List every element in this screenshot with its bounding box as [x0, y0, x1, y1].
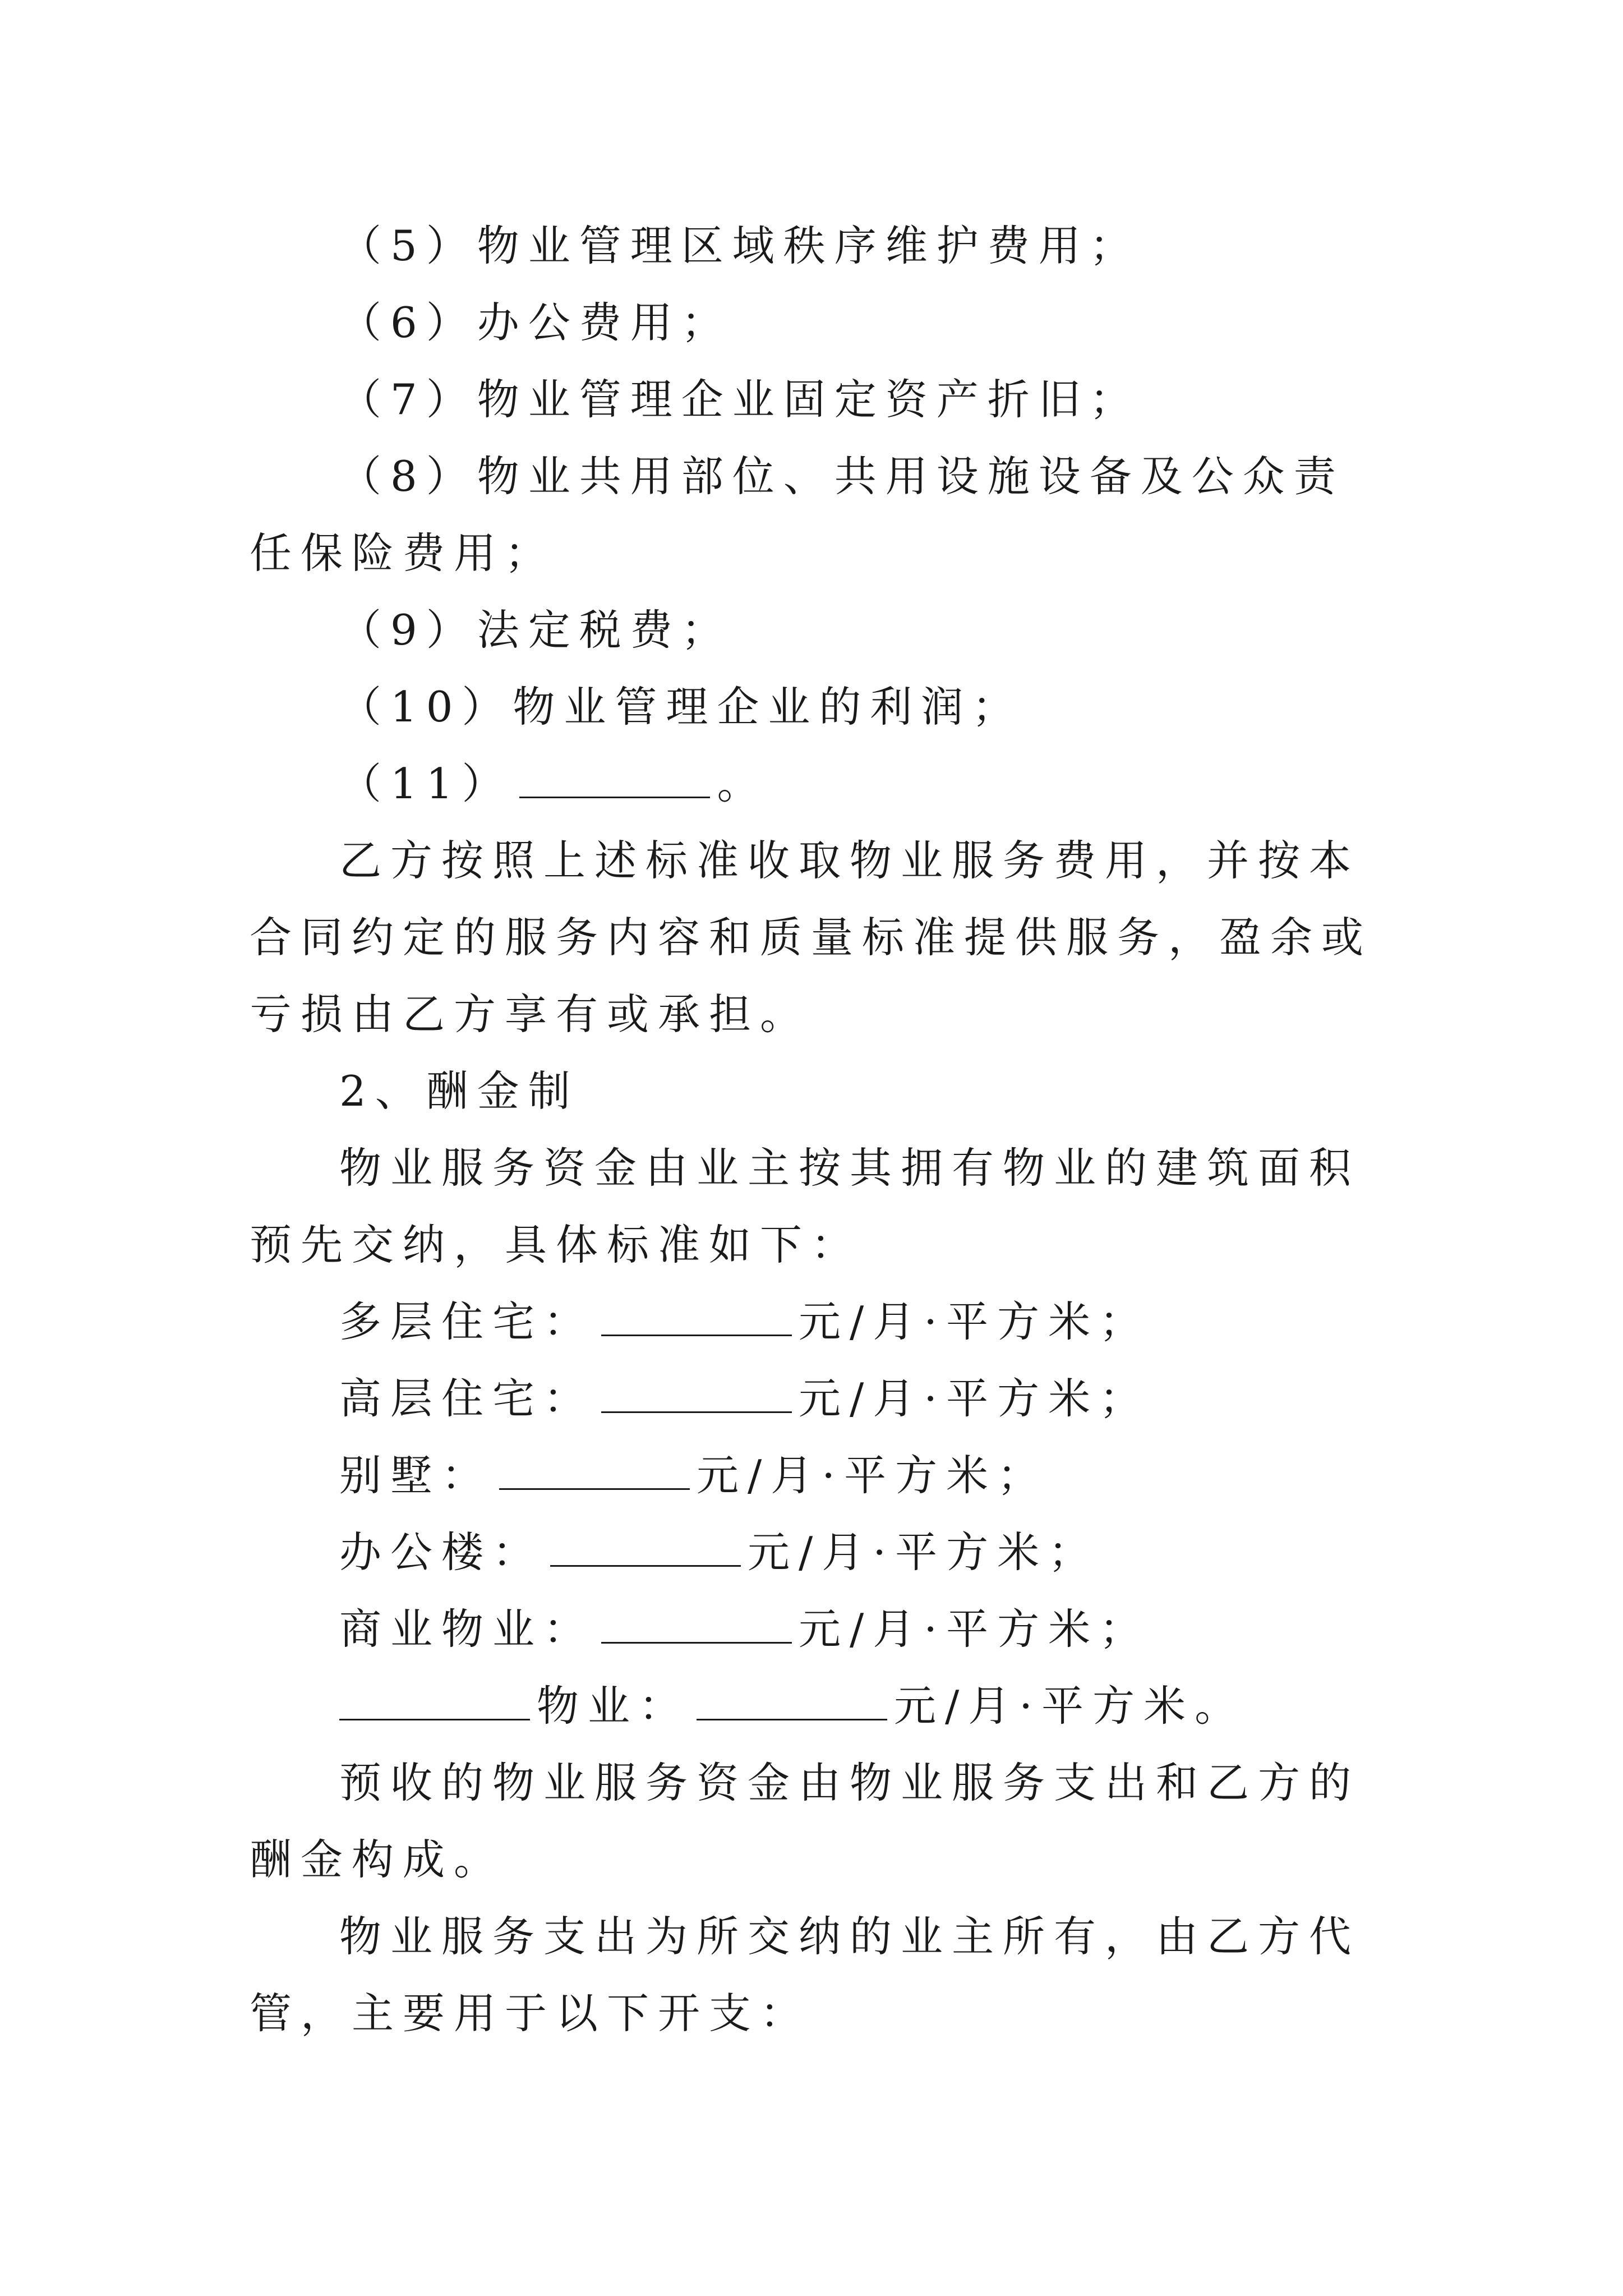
fee-rate-label: 别墅： — [339, 1451, 493, 1500]
document-body — [250, 208, 1388, 2052]
expenditure-paragraph: 物业服务支出为所交纳的业主所有，由乙方代管，主要用于以下开支： — [250, 1912, 1361, 2038]
list-item-9: （9）法定税费； — [339, 605, 732, 655]
fee-rate-line — [250, 1591, 1388, 1668]
advance-payment-paragraph: 物业服务资金由业主按其拥有物业的建筑面积预先交纳，具体标准如下： — [250, 1143, 1361, 1269]
fee-rate-unit: 元/月·平方米； — [697, 1451, 1049, 1500]
fee-rate-unit: 元/月·平方米； — [799, 1604, 1151, 1654]
fee-rate-unit: 元/月·平方米； — [748, 1527, 1100, 1577]
fee-rate-unit: 元/月·平方米； — [799, 1297, 1151, 1346]
fee-rate-line — [250, 1437, 1388, 1514]
fee-rate-line — [250, 1360, 1388, 1437]
list-item-10: （10）物业管理企业的利润； — [339, 682, 1023, 731]
fee-rate-blank[interactable] — [550, 1531, 741, 1567]
custom-rate-line — [250, 1668, 1388, 1745]
list-item-6: （6）办公费用； — [339, 298, 732, 347]
section-heading: 2、酬金制 — [339, 1066, 579, 1116]
fee-rate-blank[interactable] — [601, 1378, 792, 1413]
list-item-11 — [250, 746, 1388, 822]
fill-in-blank[interactable] — [519, 763, 710, 798]
fee-rate-blank[interactable] — [601, 1608, 792, 1644]
property-type-blank[interactable] — [339, 1685, 530, 1720]
lump-sum-note: 乙方按照上述标准收取物业服务费用，并按本合同约定的服务内容和质量标准提供服务，盈余或亏损由乙方享有或承担。 — [250, 836, 1373, 1039]
list-item-7: （7）物业管理企业固定资产折旧； — [339, 375, 1141, 424]
composition-paragraph: 预收的物业服务资金由物业服务支出和乙方的酬金构成。 — [250, 1758, 1361, 1884]
fee-rate-line — [250, 1283, 1388, 1360]
fee-rate-line — [250, 1514, 1388, 1591]
list-item-8: （8）物业共用部位、共用设施设备及公众责任保险费用； — [250, 452, 1345, 578]
fee-rate-blank[interactable] — [601, 1301, 792, 1336]
list-item-11-prefix: （11） — [339, 759, 513, 808]
custom-rate-label: 物业： — [537, 1681, 690, 1731]
custom-rate-blank[interactable] — [697, 1685, 887, 1720]
custom-rate-unit: 元/月·平方米。 — [894, 1681, 1246, 1731]
fee-rate-label: 办公楼： — [339, 1527, 544, 1577]
fee-rate-blank[interactable] — [499, 1455, 690, 1490]
list-item-11-suffix: 。 — [717, 759, 768, 808]
fee-rate-label: 多层住宅： — [339, 1297, 595, 1346]
list-item-5: （5）物业管理区域秩序维护费用； — [339, 221, 1141, 270]
fee-rate-unit: 元/月·平方米； — [799, 1374, 1151, 1423]
fee-rate-label: 商业物业： — [339, 1604, 595, 1654]
fee-rate-label: 高层住宅： — [339, 1374, 595, 1423]
